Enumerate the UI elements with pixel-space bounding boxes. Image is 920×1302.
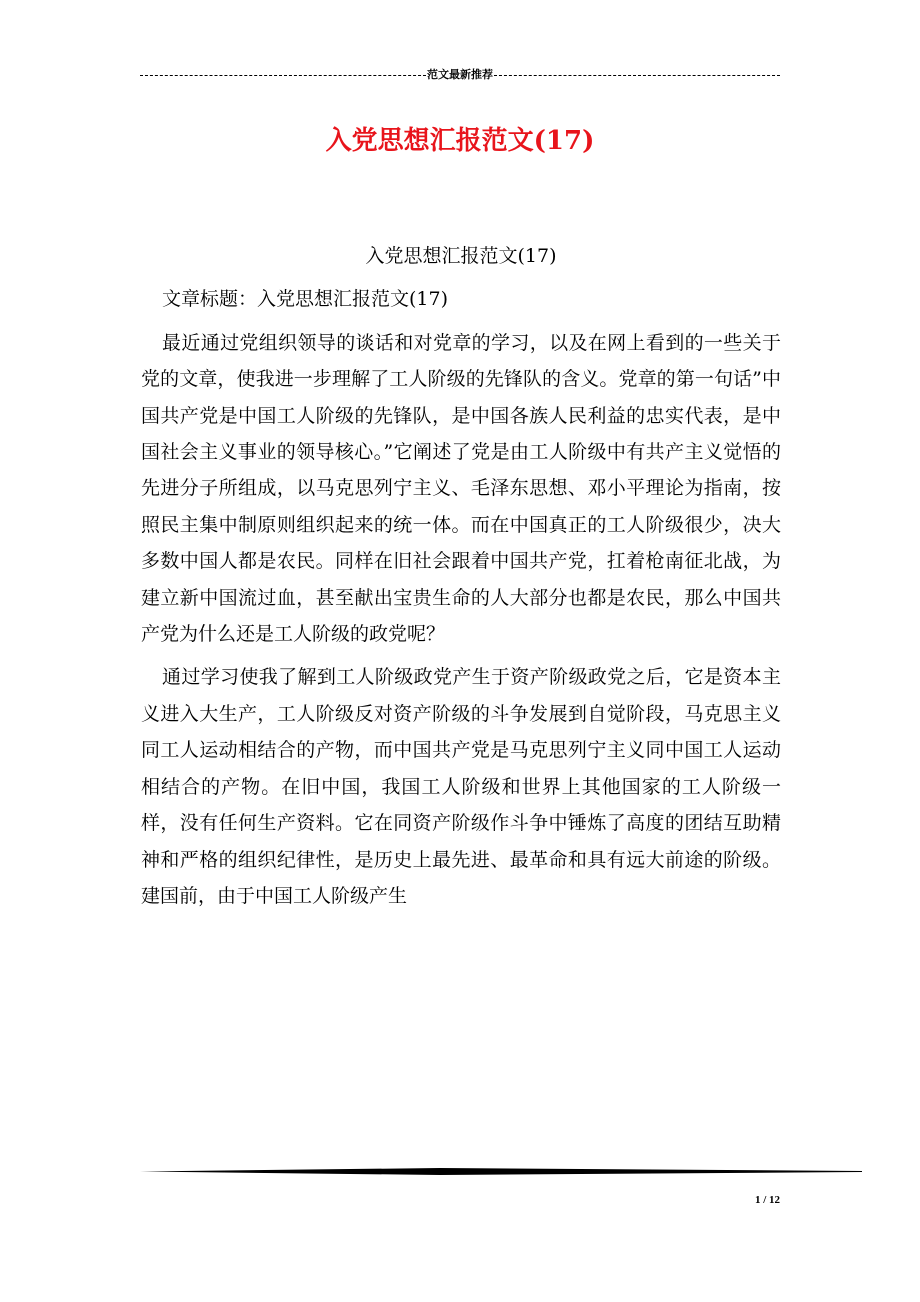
body-paragraph: 最近通过党组织领导的谈话和对党章的学习，以及在网上看到的一些关于党的文章，使我进一步理解了工人阶级的先锋队的含义。党章的第一句话”中国共产党是中国工人阶级的先锋队，是中国各族人民利益的忠实代表，是中国社会主义事业的领导核心。”它阐述了党是由工人阶级中有共产主义觉悟的先进分子所组成，以马克思列宁主义、毛泽东思想、邓小平理论为指南，按照民主集中制原则组织起来的统一体。而在中国真正的工人阶级很少，决大多数中国人都是农民。同样在旧社会跟着中国共产党，扛着枪南征北战，为建立新中国流过血，甚至献出宝贵生命的人大部分也都是农民，那么中国共产党为什么还是工人阶级的政党呢？ xyxy=(141,331,781,646)
document-subtitle: 入党思想汇报范文(17) xyxy=(365,245,557,267)
header-label: 范文最新推荐 xyxy=(427,68,493,81)
page-header xyxy=(140,68,780,82)
article-title-line: 文章标题：入党思想汇报范文(17) xyxy=(162,288,449,311)
document-body xyxy=(141,238,781,921)
header-dashes-left xyxy=(140,75,426,76)
footer-rule xyxy=(140,1168,862,1175)
document-title: 入党思想汇报范文(17) xyxy=(325,126,595,156)
header-dashes-right xyxy=(494,75,780,76)
body-paragraph: 通过学习使我了解到工人阶级政党产生于资产阶级政党之后，它是资本主义进入大生产，工人阶级反对资产阶级的斗争发展到自觉阶段，马克思主义同工人运动相结合的产物，而中国共产党是马克思列宁主义同中国工人运动相结合的产物。在旧中国，我国工人阶级和世界上其他国家的工人阶级一样，没有任何生产资料。它在同资产阶级作斗争中锤炼了高度的团结互助精神和严格的组织纪律性，是历史上最先进、最革命和具有远大前途的阶级。建国前，由于中国工人阶级产生 xyxy=(141,666,781,907)
page-number: 1 / 12 xyxy=(754,1194,780,1206)
